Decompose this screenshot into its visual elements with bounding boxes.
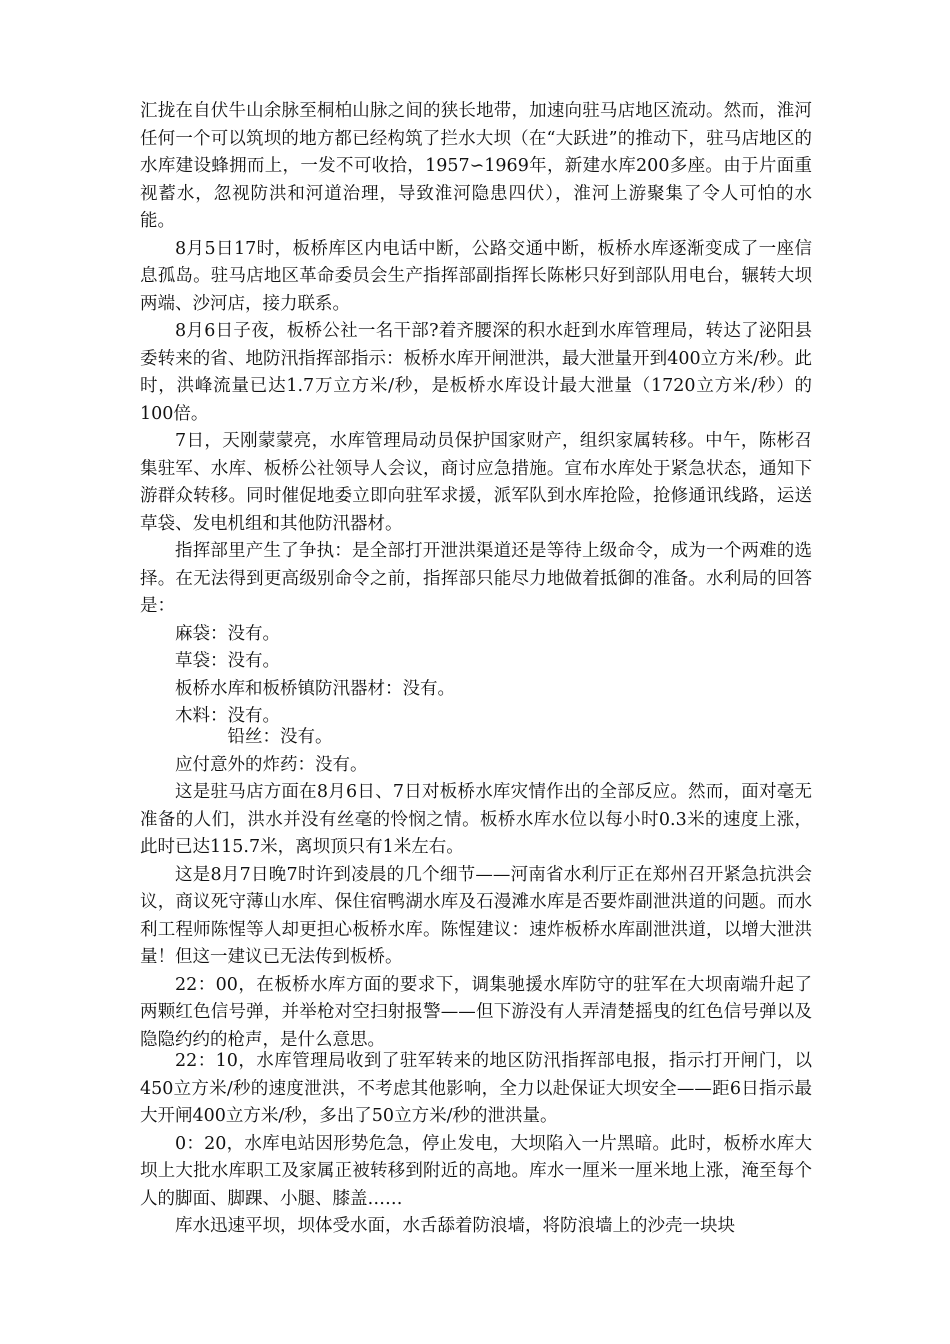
text-block-bottom: [140, 1048, 812, 1241]
list-item: 草袋：没有。: [175, 651, 280, 671]
list-item: 木料：没有。: [175, 706, 280, 726]
paragraph-intro: 汇拢在自伏牛山余脉至桐柏山脉之间的狭长地带，加速向驻马店地区流动。然而，淮河任何一个可以筑坝的地方都已经构筑了拦水大坝（在“大跃进”的推动下，驻马店地区的水库建设蜂拥而上，一发不可收拾，1957∽1969年，新建水库200多座。由于片面重视蓄水，忽视防洪和河道治理，导致淮河隐患四伏），淮河上游聚集了令人可怕的水能。: [140, 101, 812, 231]
list-item: 板桥水库和板桥镇防汛器材：没有。: [175, 678, 455, 699]
list-item-explosive: 应付意外的炸药：没有。: [175, 754, 368, 775]
paragraph-2200: 22：00，在板桥水库方面的要求下，调集驰援水库防守的驻军在大坝南端升起了两颗红色信号弹，并举枪对空扫射报警——但下游没有人弄清楚摇曳的红色信号弹以及隐隐约约的枪声，是什么意思。: [140, 974, 812, 1050]
paragraph-dispute: 指挥部里产生了争执：是全部打开泄洪渠道还是等待上级命令，成为一个两难的选择。在无法得到更高级别命令之前，指挥部只能尽力地做着抵御的准备。水利局的回答是：: [140, 541, 812, 616]
paragraph-2210: 22：10，水库管理局收到了驻军转来的地区防汛指挥部电报，指示打开闸门，以450立方米/秒的速度泄洪，不考虑其他影响，全力以赴保证大坝安全——距6日指示最大开闸400立方米/秒，多出了50立方米/秒的泄洪量。: [140, 1051, 812, 1126]
paragraph-aug5: 8月5日17时，板桥库区内电话中断，公路交通中断，板桥水库逐渐变成了一座信息孤岛。驻马店地区革命委员会生产指挥部副指挥长陈彬只好到部队用电台，辗转大坝两端、沙河店，接力联系。: [140, 238, 812, 314]
paragraph-0020: 0：20，水库电站因形势危急，停止发电，大坝陷入一片黑暗。此时，板桥水库大坝上大批水库职工及家属正被转移到附近的高地。库水一厘米一厘米地上涨，淹至每个人的脚面、脚踝、小腿、膝盖……: [140, 1133, 812, 1209]
paragraph-overflow: 库水迅速平坝，坝体受水面，水舌舔着防浪墙，将防浪墙上的沙壳一块块: [175, 1216, 735, 1236]
paragraph-response: 这是驻马店方面在8月6日、7日对板桥水库灾情作出的全部反应。然而，面对毫无准备的人们，洪水并没有丝毫的怜悯之情。板桥水库水位以每小时0.3米的速度上涨，此时已达115.7米，离坝顶只有1米左右。: [140, 782, 812, 857]
list-item: 麻袋：没有。: [175, 623, 280, 644]
paragraph-aug7: 7日，天刚蒙蒙亮，水库管理局动员保护国家财产，组织家属转移。中午，陈彬召集驻军、水库、板桥公社领导人会议，商讨应急措施。宣布水库处于紧急状态，通知下游群众转移。同时催促地委立即向驻军求援，派军队到水库抢险，抢修通讯线路，运送草袋、发电机组和其他防汛器材。: [140, 431, 812, 534]
text-block-top: [140, 98, 812, 731]
list-item-wire: 铅丝：没有。: [227, 727, 333, 747]
paragraph-aug6: 8月6日子夜，板桥公社一名干部?着齐腰深的积水赶到水库管理局，转达了泌阳县委转来的省、地防汛指挥部指示：板桥水库开闸泄洪，最大泄量开到400立方米/秒。此时，洪峰流量已达1.7万立方米/秒，是板桥水库设计最大泄量（1720立方米/秒）的100倍。: [140, 321, 812, 424]
paragraph-details: 这是8月7日晚7时许到凌晨的几个细节——河南省水利厅正在郑州召开紧急抗洪会议，商议死守薄山水库、保住宿鸭湖水库及石漫滩水库是否要炸副泄洪道的问题。而水利工程师陈惺等人却更担心板桥水库。陈惺建议：速炸板桥水库副泄洪道，以增大泄洪量！但这一建议已无法传到板桥。: [140, 864, 812, 967]
text-block-middle: [140, 724, 812, 1054]
